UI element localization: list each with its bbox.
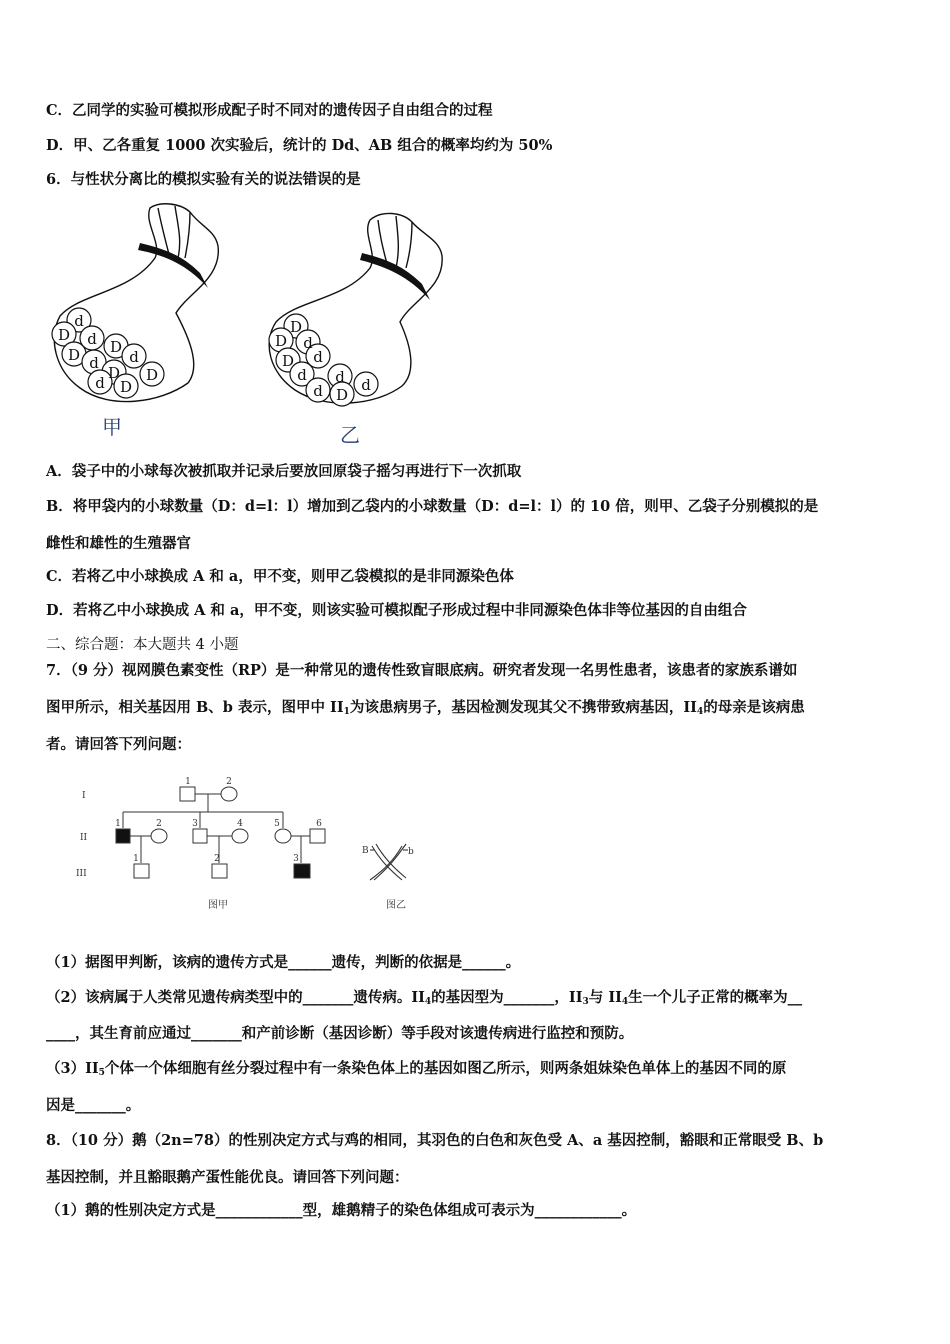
I-2-female [221, 787, 237, 801]
allele-B-label: B [362, 846, 369, 856]
q7-sub2-line1 [46, 988, 910, 1012]
bag-jia-label: 甲 [102, 415, 122, 439]
num-label: 3 [293, 854, 299, 864]
q6-option-b-line2: 雌性和雄性的生殖器官 [46, 535, 191, 552]
II-2-female [151, 829, 167, 843]
q7-line2 [46, 698, 910, 722]
ball-label: D [274, 332, 288, 350]
pedigree-individuals [116, 787, 325, 878]
text: （2）该病属于人类常见遗传病类型中的_______遗传病。II [46, 989, 425, 1006]
ball-label: D [109, 338, 123, 356]
subscript: 5 [98, 1068, 105, 1078]
text: 个体一个体细胞有丝分裂过程中有一条染色体上的基因如图乙所示，则两条姐妹染色单体上的基因不同的原 [104, 1060, 787, 1077]
gen-label: I [82, 791, 86, 801]
allele-b-label: b [408, 847, 414, 857]
text: 的母亲是该病患 [703, 699, 805, 716]
ball-label: d [89, 354, 99, 372]
I-1-male [180, 787, 195, 801]
ball-label: D [57, 326, 71, 344]
q7-line3: 者。请回答下列问题： [46, 736, 191, 753]
num-label: 2 [214, 854, 220, 864]
pedigree-figure [70, 770, 430, 920]
III-1-male [134, 864, 149, 878]
num-label: 1 [115, 819, 121, 829]
pedigree-lines [123, 794, 310, 863]
ball-label: D [119, 378, 133, 396]
subscript: 4 [424, 997, 432, 1007]
text: 与 II [588, 989, 622, 1006]
ball-label: D [107, 364, 121, 382]
num-label: 1 [185, 777, 191, 787]
ball-label: d [87, 330, 97, 348]
section-heading: 二、综合题：本大题共 4 小题 [46, 637, 239, 653]
caption-yi: 图乙 [386, 900, 406, 911]
subscript: 4 [621, 997, 629, 1007]
II-1-affected-male [116, 829, 130, 843]
text: 图甲所示，相关基因用 B、b 表示，图甲中 II [46, 699, 344, 716]
gen-label: III [76, 869, 87, 879]
q7-sub1: （1）据图甲判断，该病的遗传方式是______遗传，判断的依据是______。 [46, 954, 521, 971]
q5-option-d: D．甲、乙各重复 1000 次实验后，统计的 Dd、AB 组合的概率均约为 50% [46, 137, 553, 154]
ball-label: d [313, 348, 323, 366]
ball-label: d [335, 368, 345, 386]
II-4-female [232, 829, 248, 843]
ball-label: D [281, 352, 295, 370]
ball-label: D [335, 386, 349, 404]
bag-yi-tie [360, 253, 430, 300]
bag-yi-label: 乙 [340, 423, 360, 447]
q8-line1: 8．（10 分）鹅（2n=78）的性别决定方式与鸡的相同，其羽色的白色和灰色受 A、a 基因控制，豁眼和正常眼受 B、b [46, 1132, 824, 1149]
ball-label: d [303, 334, 313, 352]
subscript: 3 [582, 997, 589, 1007]
ball-label: d [361, 376, 371, 394]
q5-option-c: C．乙同学的实验可模拟形成配子时不同对的遗传因子自由组合的过程 [46, 102, 493, 119]
text: 为该患病男子，基因检测发现其父不携带致病基因，II [349, 699, 697, 716]
q6-stem: 6．与性状分离比的模拟实验有关的说法错误的是 [46, 171, 361, 188]
num-label: 6 [316, 819, 322, 829]
ball-label: d [129, 348, 139, 366]
II-3-male [193, 829, 207, 843]
q8-sub1: （1）鹅的性别决定方式是____________型，雄鹅精子的染色体组成可表示为____________。 [46, 1202, 637, 1219]
ball-label: d [95, 374, 105, 392]
ball-label: D [289, 318, 303, 336]
gen-label: II [80, 833, 88, 843]
q6-option-d: D．若将乙中小球换成 A 和 a，甲不变，则该实验可模拟配子形成过程中非同源染色体非等位基因的自由组合 [46, 602, 747, 619]
bags-figure [40, 198, 460, 450]
q8-line2: 基因控制，并且豁眼鹅产蛋性能优良。请回答下列问题： [46, 1169, 409, 1186]
ball-label: d [297, 366, 307, 384]
num-label: 4 [237, 819, 243, 829]
q6-option-c: C．若将乙中小球换成 A 和 a，甲不变，则甲乙袋模拟的是非同源染色体 [46, 568, 514, 585]
III-2-male [212, 864, 227, 878]
ball-label: d [74, 312, 84, 330]
ball-label: d [313, 382, 323, 400]
II-6-male [310, 829, 325, 843]
chromosome-figure [370, 844, 408, 880]
ball-label: D [145, 366, 159, 384]
ball-label: D [67, 346, 81, 364]
III-3-affected-male [294, 864, 310, 878]
text: 的基因型为_______，II [431, 989, 583, 1006]
num-label: 5 [274, 819, 280, 829]
q6-option-b-line1: B．将甲袋内的小球数量（D：d=l：l）增加到乙袋内的小球数量（D：d=l：l）的 10 倍，则甲、乙袋子分别模拟的是 [46, 498, 819, 515]
num-label: 2 [156, 819, 162, 829]
subscript: 4 [696, 707, 704, 717]
subscript: 1 [343, 707, 350, 717]
num-label: 2 [226, 777, 232, 787]
caption-jia: 图甲 [208, 900, 228, 911]
generation-labels [76, 791, 88, 879]
q7-sub2-line2: ____，其生育前应通过_______和产前诊断（基因诊断）等手段对该遗传病进行监控和预防。 [46, 1025, 634, 1042]
q7-sub3-line1 [46, 1059, 910, 1083]
num-label: 3 [192, 819, 198, 829]
q7-line1: 7．（9 分）视网膜色素变性（RP）是一种常见的遗传性致盲眼底病。研究者发现一名男性患者，该患者的家族系谱如 [46, 662, 798, 679]
num-label: 1 [133, 854, 139, 864]
II-5-female [275, 829, 291, 843]
q6-option-a: A．袋子中的小球每次被抓取并记录后要放回原袋子摇匀再进行下一次抓取 [46, 463, 522, 480]
bag-jia [54, 204, 218, 402]
text: （3）II [46, 1060, 99, 1077]
text: 生一个儿子正常的概率为__ [628, 989, 803, 1006]
q7-sub3-line2: 因是_______。 [46, 1097, 141, 1114]
